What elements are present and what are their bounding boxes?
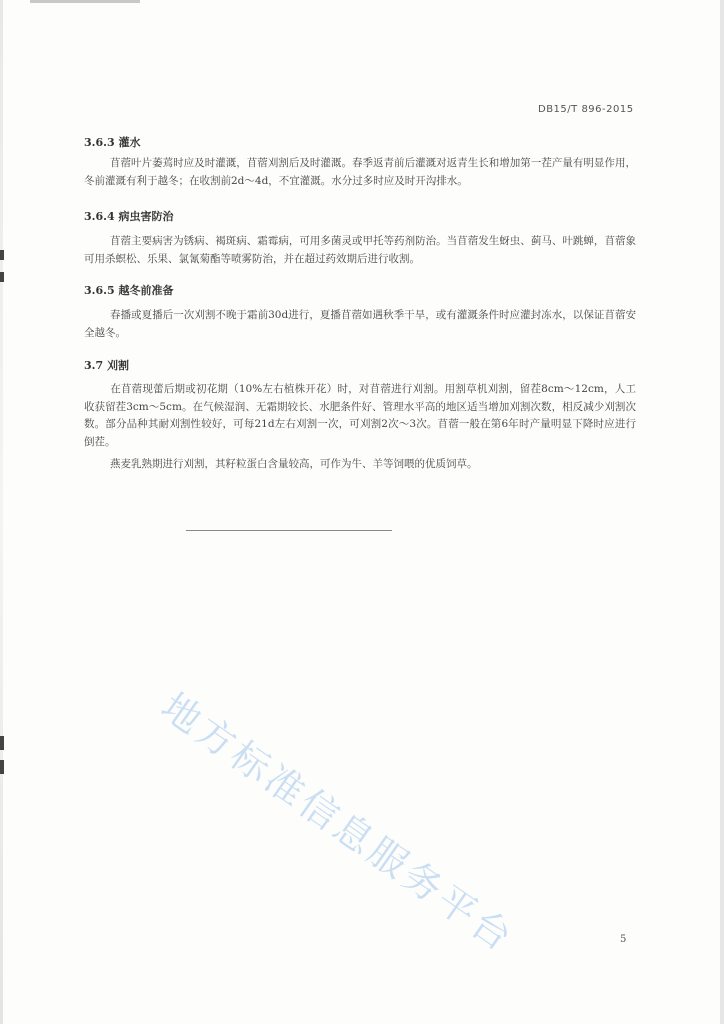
section-paragraph: 苜蓿主要病害为锈病、褐斑病、霜霉病，可用多菌灵或甲托等药剂防治。当苜蓿发生蚜虫、蓟马、叶跳蝉，苜蓿象可用杀螟松、乐果、氯氰菊酯等喷雾防治，并在超过药效期后进行收割。 (84, 235, 636, 265)
section-heading: 3.6.5 越冬前准备 (84, 284, 174, 297)
standard-code: DB15/T 896-2015 (538, 104, 634, 115)
scan-artifact (30, 0, 140, 3)
watermark-text: 地方标准信息服务平台 (153, 684, 523, 962)
section-paragraph: 在苜蓿现蕾后期或初花期（10%左右植株开花）时，对苜蓿进行刈割。用割草机刈割，留茬8cm～12cm，人工收获留茬3cm～5cm。在气候湿润、无霜期较长、水肥条件好、管理水平高的地区适当增加刈割次数，相反减少刈割次数。部分品种其耐刈割性较好，可每21d左右刈割一次，可刈割2次～3次。苜蓿一般在第6年时产量明显下降时应进行倒茬。 (84, 383, 636, 448)
section-heading: 3.7 刈割 (84, 359, 129, 372)
scan-left-edge (0, 0, 3, 1024)
section-heading: 3.6.3 灌水 (84, 136, 141, 149)
end-rule (186, 530, 392, 531)
scan-right-edge (720, 0, 724, 1024)
section-heading: 3.6.4 病虫害防治 (84, 210, 174, 223)
page-number: 5 (620, 934, 627, 945)
binding-mark (0, 272, 4, 282)
binding-mark (0, 250, 4, 260)
section-paragraph: 苜蓿叶片萎蔫时应及时灌溉，苜蓿刈割后及时灌溉。春季返青前后灌溉对返青生长和增加第一茬产量有明显作用，冬前灌溉有利于越冬；在收割前2d～4d，不宜灌溉。水分过多时应及时开沟排水。 (84, 157, 636, 187)
binding-mark (0, 760, 4, 774)
binding-mark (0, 736, 4, 750)
section-paragraph: 燕麦乳熟期进行刈割，其籽粒蛋白含量较高，可作为牛、羊等饲喂的优质饲草。 (110, 458, 478, 470)
section-paragraph: 春播或夏播后一次刈割不晚于霜前30d进行，夏播苜蓿如遇秋季干旱，或有灌溉条件时应灌封冻水，以保证苜蓿安全越冬。 (84, 309, 636, 339)
